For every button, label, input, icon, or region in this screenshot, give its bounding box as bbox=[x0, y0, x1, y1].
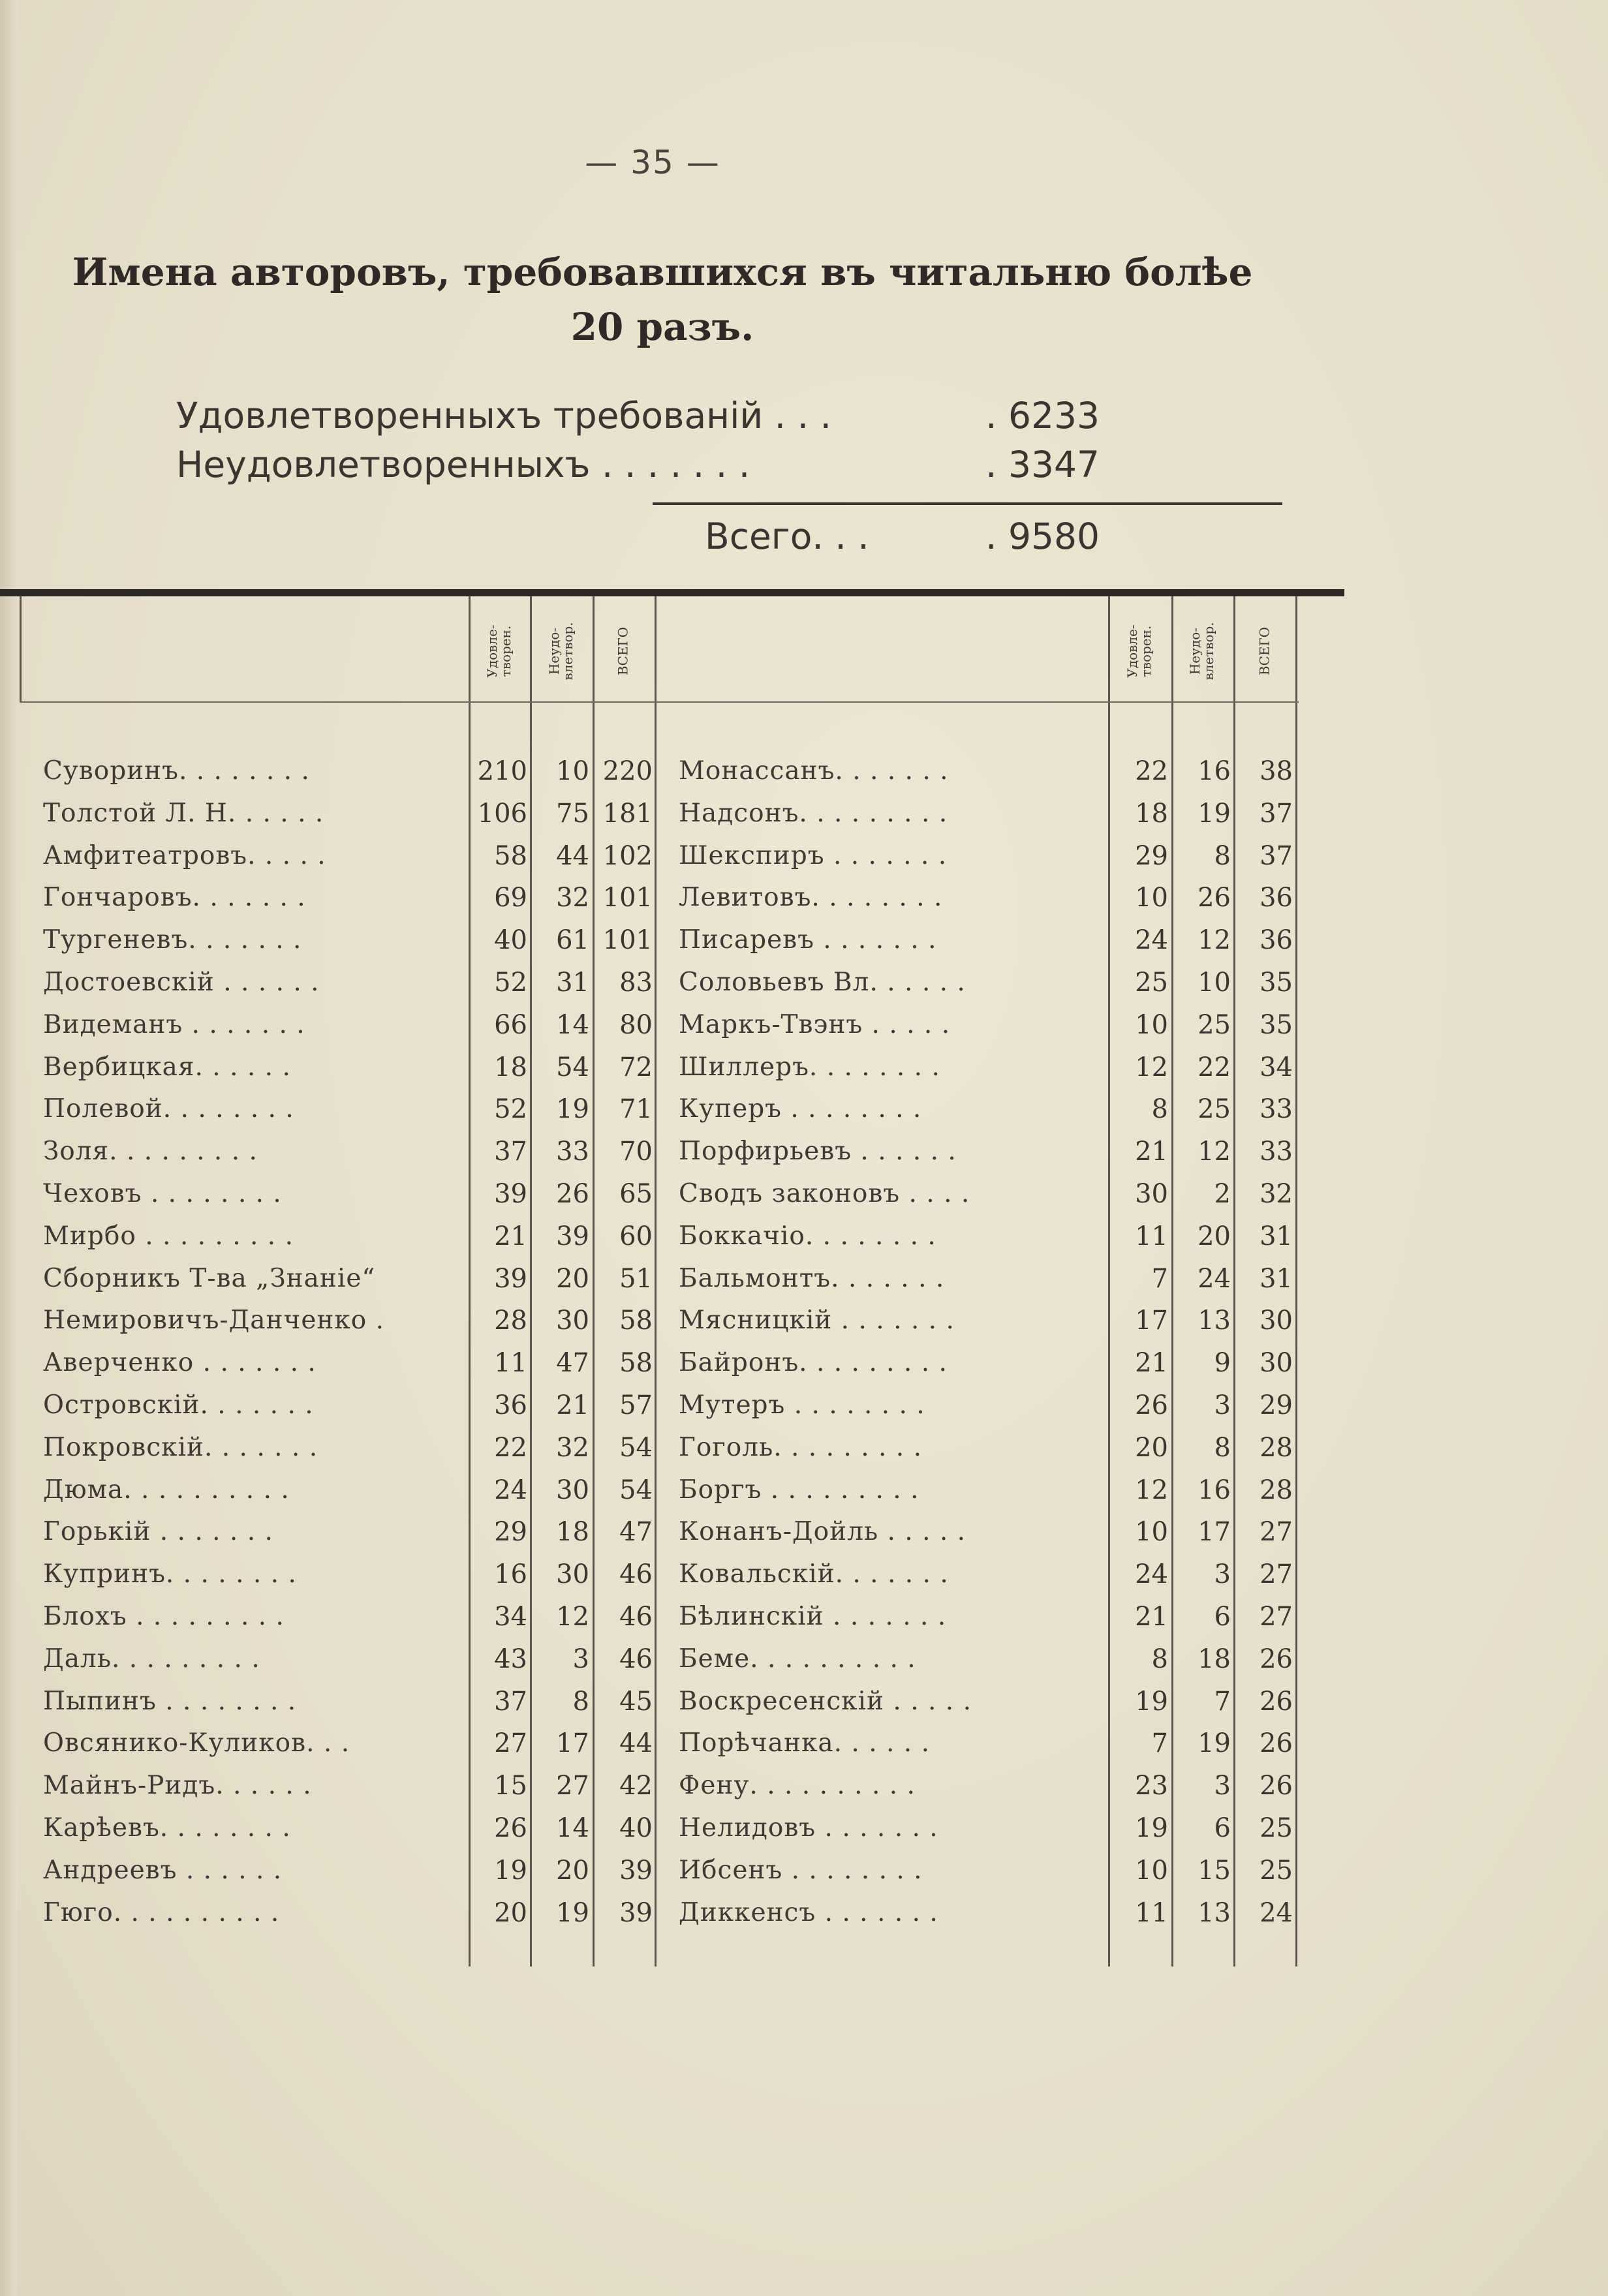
total-count: 26 bbox=[1260, 1644, 1293, 1674]
author-name: Мясницкій . . . . . . . bbox=[679, 1306, 955, 1336]
author-name: Мирбо . . . . . . . . . bbox=[43, 1221, 294, 1251]
satisfied-count: 21 bbox=[1135, 1602, 1168, 1632]
table-row bbox=[0, 835, 1608, 877]
author-name: Овсянико-Куликов. . . bbox=[43, 1728, 350, 1758]
satisfied-count: 7 bbox=[1151, 1263, 1168, 1294]
unsatisfied-count: 18 bbox=[556, 1517, 589, 1548]
satisfied-count: 19 bbox=[1135, 1686, 1168, 1717]
unsatisfied-count: 47 bbox=[556, 1348, 589, 1379]
unsatisfied-count: 19 bbox=[1198, 798, 1231, 829]
author-name: Покровскій. . . . . . . bbox=[43, 1432, 318, 1462]
author-name: Фену. . . . . . . . . . bbox=[679, 1771, 916, 1801]
unsatisfied-count: 19 bbox=[556, 1094, 589, 1125]
total-count: 47 bbox=[619, 1517, 653, 1548]
unsatisfied-count: 19 bbox=[1198, 1728, 1231, 1759]
total-count: 72 bbox=[619, 1052, 653, 1082]
unsatisfied-count: 3 bbox=[1214, 1390, 1231, 1420]
unsatisfied-count: 9 bbox=[1214, 1348, 1231, 1379]
total-count: 27 bbox=[1260, 1602, 1293, 1632]
satisfied-count: 19 bbox=[494, 1855, 527, 1886]
satisfied-count: 210 bbox=[477, 756, 527, 786]
total-count: 25 bbox=[1260, 1813, 1293, 1843]
total-count: 70 bbox=[619, 1137, 653, 1167]
total-count: 27 bbox=[1260, 1517, 1293, 1548]
author-name: Карѣевъ. . . . . . . . bbox=[43, 1813, 291, 1843]
total-count: 101 bbox=[602, 883, 653, 913]
satisfied-count: 34 bbox=[494, 1602, 527, 1632]
total-count: 37 bbox=[1260, 798, 1293, 829]
author-name: Боккачіо. . . . . . . . bbox=[679, 1221, 936, 1251]
table-row bbox=[0, 919, 1608, 961]
satisfied-count: 10 bbox=[1135, 1009, 1168, 1040]
satisfied-count: 26 bbox=[1135, 1390, 1168, 1420]
total-count: 40 bbox=[619, 1813, 653, 1843]
unsatisfied-count: 16 bbox=[1198, 756, 1231, 786]
author-name: Нелидовъ . . . . . . . bbox=[679, 1813, 938, 1843]
author-name: Маркъ-Твэнъ . . . . . bbox=[679, 1009, 951, 1039]
table-row bbox=[0, 962, 1608, 1003]
total-count: 46 bbox=[619, 1559, 653, 1590]
total-count: 42 bbox=[619, 1771, 653, 1801]
satisfied-count: 19 bbox=[1135, 1813, 1168, 1843]
satisfied-count: 39 bbox=[494, 1263, 527, 1294]
unsatisfied-count: 33 bbox=[556, 1137, 589, 1167]
author-name: Амфитеатровъ. . . . . bbox=[43, 840, 326, 870]
satisfied-count: 24 bbox=[1135, 1559, 1168, 1590]
author-name: Андреевъ . . . . . . bbox=[43, 1855, 283, 1885]
table-row bbox=[0, 1342, 1608, 1384]
author-name: Чеховъ . . . . . . . . bbox=[43, 1179, 282, 1208]
title-line-2: 20 разъ. bbox=[570, 305, 754, 349]
satisfied-count: 10 bbox=[1135, 883, 1168, 913]
unsatisfied-count: 30 bbox=[556, 1306, 589, 1336]
unsatisfied-count: 20 bbox=[556, 1855, 589, 1886]
author-name: Гончаровъ. . . . . . . bbox=[43, 883, 306, 913]
satisfied-count: 29 bbox=[494, 1517, 527, 1548]
unsatisfied-count: 14 bbox=[556, 1009, 589, 1040]
satisfied-summary-label: Удовлетворенныхъ требованій . . . bbox=[176, 395, 832, 436]
unsatisfied-count: 10 bbox=[1198, 968, 1231, 998]
unsatisfied-count: 30 bbox=[556, 1559, 589, 1590]
author-name: Конанъ-Дойль . . . . . bbox=[679, 1517, 966, 1547]
satisfied-count: 17 bbox=[1135, 1306, 1168, 1336]
total-count: 37 bbox=[1260, 840, 1293, 871]
unsatisfied-count: 25 bbox=[1198, 1094, 1231, 1125]
total-count: 44 bbox=[619, 1728, 653, 1759]
satisfied-count: 26 bbox=[494, 1813, 527, 1843]
satisfied-count: 40 bbox=[494, 925, 527, 956]
unsatisfied-count: 25 bbox=[1198, 1009, 1231, 1040]
satisfied-count: 27 bbox=[494, 1728, 527, 1759]
table-row bbox=[0, 1216, 1608, 1257]
table-row bbox=[0, 1173, 1608, 1215]
satisfied-count: 106 bbox=[477, 798, 527, 829]
unsatisfied-count: 16 bbox=[1198, 1475, 1231, 1505]
author-name: Монассанъ. . . . . . . bbox=[679, 756, 949, 786]
right-header-satisfied: Удовле- творен. bbox=[1124, 624, 1154, 678]
table-row bbox=[0, 1300, 1608, 1341]
author-name: Байронъ. . . . . . . . . bbox=[679, 1348, 948, 1378]
unsatisfied-count: 21 bbox=[556, 1390, 589, 1420]
unsatisfied-count: 26 bbox=[556, 1179, 589, 1209]
author-name: Ибсенъ . . . . . . . . bbox=[679, 1855, 923, 1885]
table-row bbox=[0, 1427, 1608, 1469]
satisfied-count: 16 bbox=[494, 1559, 527, 1590]
satisfied-count: 11 bbox=[494, 1348, 527, 1379]
author-name: Сборникъ Т-ва „Знаніе“ bbox=[43, 1263, 376, 1293]
total-count: 39 bbox=[619, 1855, 653, 1886]
total-count: 39 bbox=[619, 1897, 653, 1928]
total-count: 80 bbox=[619, 1009, 653, 1040]
satisfied-count: 30 bbox=[1135, 1179, 1168, 1209]
table-row bbox=[0, 1722, 1608, 1764]
table-row bbox=[0, 1047, 1608, 1088]
total-count: 181 bbox=[602, 798, 653, 829]
satisfied-count: 12 bbox=[1135, 1052, 1168, 1082]
author-name: Золя. . . . . . . . . bbox=[43, 1137, 258, 1167]
total-count: 220 bbox=[602, 756, 653, 786]
author-name: Толстой Л. Н. . . . . . bbox=[43, 798, 324, 828]
author-name: Бальмонтъ. . . . . . . bbox=[679, 1263, 945, 1293]
author-name: Шиллеръ. . . . . . . . bbox=[679, 1052, 940, 1082]
unsatisfied-count: 17 bbox=[1198, 1517, 1231, 1548]
total-count: 102 bbox=[602, 840, 653, 871]
satisfied-count: 18 bbox=[1135, 798, 1168, 829]
satisfied-count: 69 bbox=[494, 883, 527, 913]
author-name: Даль. . . . . . . . . bbox=[43, 1644, 260, 1674]
total-count: 33 bbox=[1260, 1137, 1293, 1167]
unsatisfied-count: 44 bbox=[556, 840, 589, 871]
author-name: Островскій. . . . . . . bbox=[43, 1390, 314, 1420]
table-row bbox=[0, 1638, 1608, 1680]
author-name: Горькій . . . . . . . bbox=[43, 1517, 273, 1547]
total-count: 38 bbox=[1260, 756, 1293, 786]
total-count: 25 bbox=[1260, 1855, 1293, 1886]
table-row bbox=[0, 750, 1608, 792]
unsatisfied-count: 61 bbox=[556, 925, 589, 956]
satisfied-count: 28 bbox=[494, 1306, 527, 1336]
table-row bbox=[0, 1258, 1608, 1300]
author-name: Немировичъ-Данченко . bbox=[43, 1306, 385, 1336]
author-name: Левитовъ. . . . . . . . bbox=[679, 883, 943, 913]
table-row bbox=[0, 1469, 1608, 1511]
author-name: Воскресенскій . . . . . bbox=[679, 1686, 972, 1716]
unsatisfied-count: 8 bbox=[1214, 840, 1231, 871]
satisfied-count: 52 bbox=[494, 968, 527, 998]
total-count: 31 bbox=[1260, 1221, 1293, 1251]
total-count: 28 bbox=[1260, 1432, 1293, 1463]
total-count: 58 bbox=[619, 1348, 653, 1379]
author-name: Шекспиръ . . . . . . . bbox=[679, 840, 948, 870]
total-count: 58 bbox=[619, 1306, 653, 1336]
unsatisfied-count: 27 bbox=[556, 1771, 589, 1801]
author-name: Диккенсъ . . . . . . . bbox=[679, 1897, 938, 1927]
unsatisfied-count: 8 bbox=[1214, 1432, 1231, 1463]
unsatisfied-count: 20 bbox=[1198, 1221, 1231, 1251]
table-row bbox=[0, 1131, 1608, 1172]
table-row bbox=[0, 1088, 1608, 1130]
left-header-unsatisfied: Неудо- влетвор. bbox=[546, 621, 576, 681]
author-name: Порѣчанка. . . . . . bbox=[679, 1728, 930, 1758]
unsatisfied-count: 12 bbox=[556, 1602, 589, 1632]
table-row bbox=[0, 877, 1608, 919]
author-name: Беме. . . . . . . . . . bbox=[679, 1644, 916, 1674]
unsatisfied-count: 6 bbox=[1214, 1602, 1231, 1632]
unsatisfied-count: 13 bbox=[1198, 1897, 1231, 1928]
total-count: 46 bbox=[619, 1644, 653, 1674]
author-name: Писаревъ . . . . . . . bbox=[679, 925, 937, 955]
satisfied-count: 11 bbox=[1135, 1221, 1168, 1251]
satisfied-summary-value: . 6233 bbox=[985, 395, 1100, 436]
unsatisfied-count: 32 bbox=[556, 1432, 589, 1463]
table-row bbox=[0, 1385, 1608, 1426]
total-count: 60 bbox=[619, 1221, 653, 1251]
unsatisfied-count: 2 bbox=[1214, 1179, 1231, 1209]
author-name: Полевой. . . . . . . . bbox=[43, 1094, 294, 1124]
satisfied-count: 18 bbox=[494, 1052, 527, 1082]
total-count: 29 bbox=[1260, 1390, 1293, 1420]
author-name: Ковальскій. . . . . . . bbox=[679, 1559, 949, 1589]
total-count: 83 bbox=[619, 968, 653, 998]
total-count: 35 bbox=[1260, 968, 1293, 998]
left-header-satisfied: Удовле- творен. bbox=[484, 624, 514, 678]
total-count: 24 bbox=[1260, 1897, 1293, 1928]
total-count: 33 bbox=[1260, 1094, 1293, 1125]
satisfied-count: 52 bbox=[494, 1094, 527, 1125]
total-count: 101 bbox=[602, 925, 653, 956]
author-name: Бѣлинскій . . . . . . . bbox=[679, 1602, 947, 1631]
satisfied-count: 58 bbox=[494, 840, 527, 871]
satisfied-count: 12 bbox=[1135, 1475, 1168, 1505]
total-count: 26 bbox=[1260, 1686, 1293, 1717]
unsatisfied-summary-value: . 3347 bbox=[985, 444, 1100, 485]
satisfied-count: 37 bbox=[494, 1686, 527, 1717]
table-row bbox=[0, 1765, 1608, 1807]
page-title bbox=[20, 245, 1305, 354]
unsatisfied-count: 19 bbox=[556, 1897, 589, 1928]
author-name: Вербицкая. . . . . . bbox=[43, 1052, 291, 1082]
satisfied-count: 10 bbox=[1135, 1517, 1168, 1548]
right-header-total: ВСЕГО bbox=[1256, 626, 1273, 675]
left-header-total: ВСЕГО bbox=[615, 626, 631, 675]
unsatisfied-count: 3 bbox=[1214, 1771, 1231, 1801]
author-name: Сводъ законовъ . . . . bbox=[679, 1179, 970, 1208]
table-top-rule bbox=[0, 589, 1344, 596]
satisfied-count: 8 bbox=[1151, 1094, 1168, 1125]
unsatisfied-count: 18 bbox=[1198, 1644, 1231, 1674]
total-count: 51 bbox=[619, 1263, 653, 1294]
total-count: 36 bbox=[1260, 883, 1293, 913]
total-count: 30 bbox=[1260, 1348, 1293, 1379]
summary-rule bbox=[653, 502, 1282, 505]
satisfied-count: 37 bbox=[494, 1137, 527, 1167]
table-left-border bbox=[20, 596, 22, 701]
satisfied-count: 43 bbox=[494, 1644, 527, 1674]
table-row bbox=[0, 1511, 1608, 1553]
author-name: Боргъ . . . . . . . . . bbox=[679, 1475, 920, 1505]
satisfied-count: 36 bbox=[494, 1390, 527, 1420]
satisfied-count: 23 bbox=[1135, 1771, 1168, 1801]
unsatisfied-count: 24 bbox=[1198, 1263, 1231, 1294]
total-count: 35 bbox=[1260, 1009, 1293, 1040]
total-count: 54 bbox=[619, 1475, 653, 1505]
total-count: 65 bbox=[619, 1179, 653, 1209]
satisfied-count: 8 bbox=[1151, 1644, 1168, 1674]
author-name: Видеманъ . . . . . . . bbox=[43, 1009, 305, 1039]
author-name: Надсонъ. . . . . . . . . bbox=[679, 798, 948, 828]
total-count: 28 bbox=[1260, 1475, 1293, 1505]
satisfied-count: 10 bbox=[1135, 1855, 1168, 1886]
total-count: 30 bbox=[1260, 1306, 1293, 1336]
unsatisfied-count: 32 bbox=[556, 883, 589, 913]
author-name: Куперъ . . . . . . . . bbox=[679, 1094, 922, 1124]
total-count: 26 bbox=[1260, 1771, 1293, 1801]
author-name: Аверченко . . . . . . . bbox=[43, 1348, 317, 1378]
satisfied-count: 20 bbox=[1135, 1432, 1168, 1463]
total-count: 71 bbox=[619, 1094, 653, 1125]
total-count: 27 bbox=[1260, 1559, 1293, 1590]
unsatisfied-count: 39 bbox=[556, 1221, 589, 1251]
unsatisfied-count: 10 bbox=[556, 756, 589, 786]
author-name: Гоголь. . . . . . . . . bbox=[679, 1432, 922, 1462]
page-number: — 35 — bbox=[585, 144, 720, 181]
unsatisfied-count: 30 bbox=[556, 1475, 589, 1505]
unsatisfied-count: 14 bbox=[556, 1813, 589, 1843]
total-summary-label: Всего. . . bbox=[705, 515, 869, 557]
table-row bbox=[0, 1554, 1608, 1595]
satisfied-count: 25 bbox=[1135, 968, 1168, 998]
author-name: Мутеръ . . . . . . . . bbox=[679, 1390, 925, 1420]
total-count: 57 bbox=[619, 1390, 653, 1420]
unsatisfied-count: 17 bbox=[556, 1728, 589, 1759]
unsatisfied-summary-label: Неудовлетворенныхъ . . . . . . . bbox=[176, 444, 750, 485]
table-row bbox=[0, 1850, 1608, 1891]
table-row bbox=[0, 1892, 1608, 1934]
table-row bbox=[0, 1596, 1608, 1638]
satisfied-count: 24 bbox=[494, 1475, 527, 1505]
satisfied-count: 7 bbox=[1151, 1728, 1168, 1759]
satisfied-count: 21 bbox=[1135, 1137, 1168, 1167]
satisfied-count: 22 bbox=[494, 1432, 527, 1463]
unsatisfied-count: 7 bbox=[1214, 1686, 1231, 1717]
total-count: 26 bbox=[1260, 1728, 1293, 1759]
author-name: Соловьевъ Вл. . . . . . bbox=[679, 968, 966, 997]
satisfied-count: 39 bbox=[494, 1179, 527, 1209]
satisfied-count: 20 bbox=[494, 1897, 527, 1928]
author-name: Блохъ . . . . . . . . . bbox=[43, 1602, 285, 1631]
satisfied-count: 22 bbox=[1135, 756, 1168, 786]
satisfied-count: 21 bbox=[494, 1221, 527, 1251]
unsatisfied-count: 3 bbox=[572, 1644, 589, 1674]
unsatisfied-count: 22 bbox=[1198, 1052, 1231, 1082]
author-name: Достоевскій . . . . . . bbox=[43, 968, 320, 997]
unsatisfied-count: 13 bbox=[1198, 1306, 1231, 1336]
title-line-1: Имена авторовъ, требовавшихся въ читальню болѣе bbox=[72, 250, 1253, 294]
unsatisfied-count: 15 bbox=[1198, 1855, 1231, 1886]
unsatisfied-count: 6 bbox=[1214, 1813, 1231, 1843]
author-name: Тургеневъ. . . . . . . bbox=[43, 925, 302, 955]
unsatisfied-count: 75 bbox=[556, 798, 589, 829]
right-header-unsatisfied: Неудо- влетвор. bbox=[1187, 621, 1216, 681]
satisfied-count: 29 bbox=[1135, 840, 1168, 871]
satisfied-count: 15 bbox=[494, 1771, 527, 1801]
satisfied-count: 24 bbox=[1135, 925, 1168, 956]
unsatisfied-count: 12 bbox=[1198, 1137, 1231, 1167]
total-count: 54 bbox=[619, 1432, 653, 1463]
author-name: Пыпинъ . . . . . . . . bbox=[43, 1686, 297, 1716]
table-row bbox=[0, 1004, 1608, 1046]
unsatisfied-count: 8 bbox=[572, 1686, 589, 1717]
author-name: Гюго. . . . . . . . . . bbox=[43, 1897, 280, 1927]
total-summary-value: . 9580 bbox=[985, 515, 1100, 557]
total-count: 31 bbox=[1260, 1263, 1293, 1294]
satisfied-count: 11 bbox=[1135, 1897, 1168, 1928]
author-name: Суворинъ. . . . . . . . bbox=[43, 756, 310, 786]
unsatisfied-count: 26 bbox=[1198, 883, 1231, 913]
satisfied-count: 21 bbox=[1135, 1348, 1168, 1379]
author-name: Майнъ-Ридъ. . . . . . bbox=[43, 1771, 312, 1801]
author-name: Дюма. . . . . . . . . . bbox=[43, 1475, 290, 1505]
total-count: 46 bbox=[619, 1602, 653, 1632]
unsatisfied-count: 12 bbox=[1198, 925, 1231, 956]
total-count: 32 bbox=[1260, 1179, 1293, 1209]
author-name: Купринъ. . . . . . . . bbox=[43, 1559, 297, 1589]
author-name: Порфирьевъ . . . . . . bbox=[679, 1137, 957, 1167]
satisfied-count: 66 bbox=[494, 1009, 527, 1040]
header-bottom-rule bbox=[20, 701, 1299, 703]
total-count: 36 bbox=[1260, 925, 1293, 956]
unsatisfied-count: 3 bbox=[1214, 1559, 1231, 1590]
unsatisfied-count: 31 bbox=[556, 968, 589, 998]
table-row bbox=[0, 1807, 1608, 1849]
table-row bbox=[0, 1681, 1608, 1722]
total-count: 45 bbox=[619, 1686, 653, 1717]
total-count: 34 bbox=[1260, 1052, 1293, 1082]
unsatisfied-count: 20 bbox=[556, 1263, 589, 1294]
unsatisfied-count: 54 bbox=[556, 1052, 589, 1082]
table-row bbox=[0, 793, 1608, 834]
